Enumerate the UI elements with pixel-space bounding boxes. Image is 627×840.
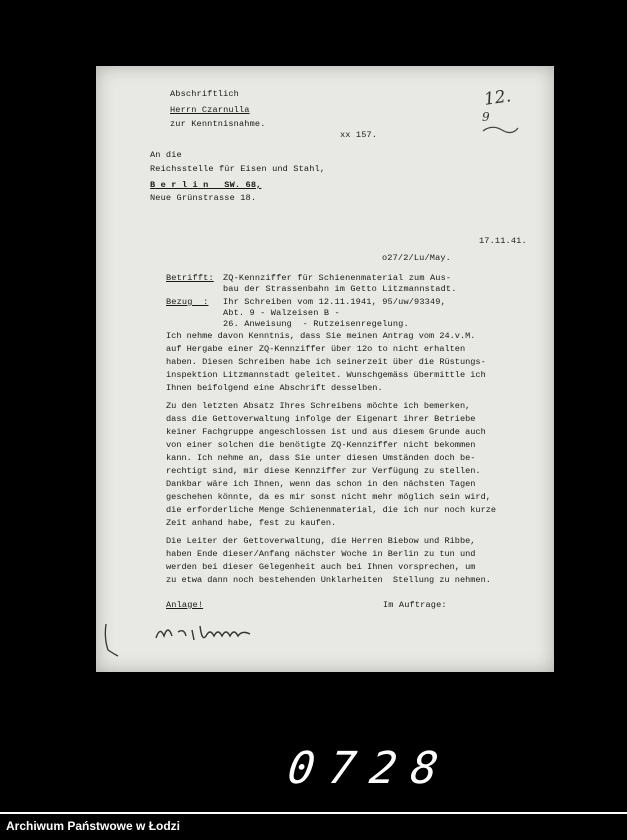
copy-note-line1: Abschriftlich (170, 89, 239, 99)
text-line: haben. Diesen Schreiben habe ich seinerzeit über die Rüstungs- (166, 357, 486, 367)
copy-note-purpose: zur Kenntnisnahme. (170, 119, 266, 129)
text-line: geschehen könnte, da es mir sonst nicht mehr möglich sein wird, (166, 492, 491, 502)
margin-mark-icon (100, 620, 124, 660)
handwritten-sub-number: 9 (482, 110, 490, 124)
body-paragraph-1 (166, 330, 486, 395)
footer-divider (0, 812, 627, 814)
reference-line2: Abt. 9 - Walzeisen B - (223, 308, 340, 318)
address-line3: B e r l i n SW. 68, (150, 180, 262, 190)
text-line: Zu den letzten Absatz Ihres Schreibens möchte ich bemerken, (166, 401, 471, 411)
signature-authority: Im Auftrage: (383, 600, 447, 610)
text-line: die erforderliche Menge Schienenmaterial, die ich nur noch kurze (166, 505, 497, 515)
counter-digit: 8 (407, 742, 442, 794)
text-line: keiner Fachgruppe angeschlossen ist und aus diesem Grunde auch (166, 427, 486, 437)
reference-line3: 26. Anweisung - Rutzeisenregelung. (223, 319, 409, 329)
text-line: haben Ende dieser/Anfang nächster Woche in Berlin zu tun und (166, 549, 476, 559)
reference-number: xx 157. (340, 130, 378, 140)
archive-footer (0, 812, 627, 840)
address-line4: Neue Grünstrasse 18. (150, 193, 257, 203)
subject-label: Betrifft: (166, 273, 214, 283)
body-paragraph-3 (166, 535, 491, 587)
text-line: kann. Ich nehme an, dass Sie unter diesen Umständen doch be- (166, 453, 476, 463)
text-line: von einer solchen die benötigte ZQ-Kennziffer nicht bekommen (166, 440, 476, 450)
counter-digit: 7 (325, 742, 360, 794)
text-line: auf Hergabe einer ZQ-Kennziffer über 12o to nicht erhalten (166, 344, 466, 354)
body-paragraph-2 (166, 400, 496, 530)
handwritten-mark-icon (480, 122, 520, 136)
reference-line1: Ihr Schreiben vom 12.11.1941, 95/uw/93349, (223, 297, 446, 307)
text-line: Zeit anhand habe, fest zu kaufen. (166, 518, 337, 528)
text-line: werden bei dieser Gelegenheit auch bei Ihnen vorsprechen, um (166, 562, 476, 572)
copy-note-recipient: Herrn Czarnulla (170, 105, 250, 115)
address-line2: Reichsstelle für Eisen und Stahl, (150, 164, 326, 174)
subject-line2: bau der Strassenbahn im Getto Litzmannstadt. (223, 284, 457, 294)
text-line: zu etwa dann noch bestehenden Unklarheiten Stellung zu nehmen. (166, 575, 491, 585)
archive-label: Archiwum Państwowe w Łodzi (6, 819, 181, 833)
text-line: Die Leiter der Gettoverwaltung, die Herren Biebow und Ribbe, (166, 536, 476, 546)
reference-label: Bezug : (166, 297, 209, 307)
handwritten-page-number: 12. (482, 86, 513, 110)
counter-digit: 0 (284, 742, 319, 794)
letter-date: 17.11.41. (479, 236, 527, 246)
enclosure-label: Anlage! (166, 600, 204, 610)
handwritten-signature-icon (150, 618, 260, 648)
frame-counter (284, 742, 446, 794)
text-line: Dankbar wäre ich Ihnen, wenn das schon in den nächsten Tagen (166, 479, 476, 489)
file-reference: o27/2/Lu/May. (382, 253, 451, 263)
text-line: Ihnen beifolgend eine Abschrift desselben. (166, 383, 383, 393)
subject-line1: ZQ-Kennziffer für Schienenmaterial zum Aus- (223, 273, 452, 283)
text-line: rechtigt sind, mir diese Kennziffer zur Verfügung zu stellen. (166, 466, 481, 476)
text-line: Ich nehme davon Kenntnis, dass Sie meinen Antrag vom 24.v.M. (166, 331, 476, 341)
address-line1: An die (150, 150, 182, 160)
text-line: dass die Gettoverwaltung infolge der Eigenart ihrer Betriebe (166, 414, 476, 424)
text-line: inspektion Litzmannstadt geleitet. Wunschgemäss übermittle ich (166, 370, 486, 380)
counter-digit: 2 (366, 742, 401, 794)
